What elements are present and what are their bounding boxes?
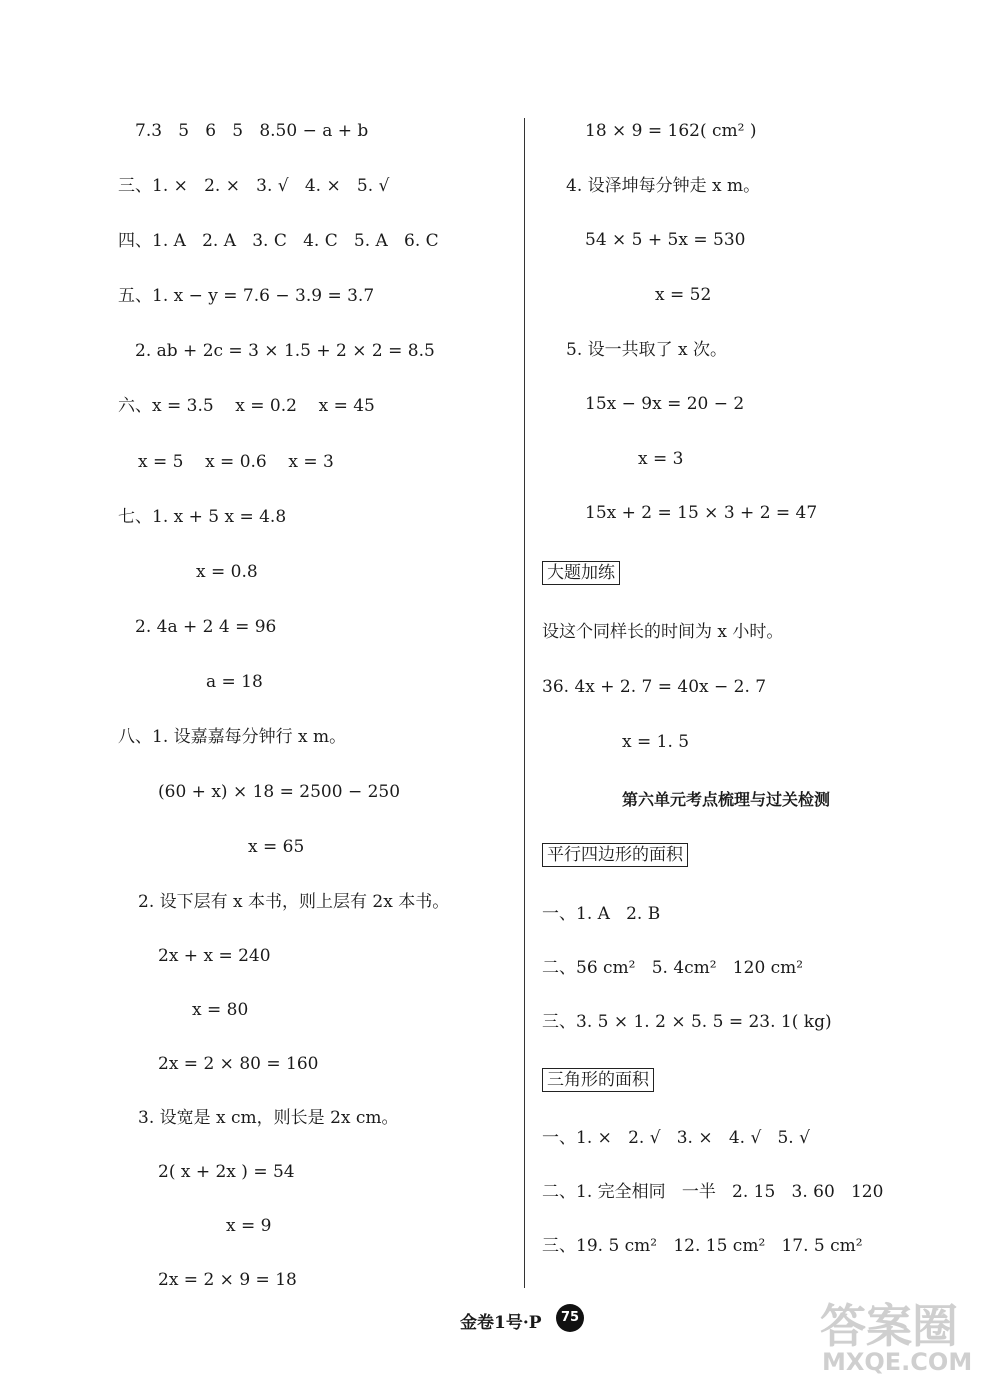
answer-line: x = 1. 5 xyxy=(622,732,690,752)
answer-line: x = 52 xyxy=(655,285,712,305)
answer-line: 5. 设一共取了 x 次。 xyxy=(566,340,728,360)
answer-line: 二、56 cm² 5. 4cm² 120 cm² xyxy=(542,958,804,978)
footer-label: 金卷1号·P xyxy=(460,1313,542,1333)
section-box-extra-practice: 大题加练 xyxy=(542,561,620,585)
answer-line: 八、1. 设嘉嘉每分钟行 x m。 xyxy=(118,727,347,747)
answer-line: 一、1. × 2. √ 3. × 4. √ 5. √ xyxy=(542,1128,810,1148)
answer-line: 18 × 9 = 162( cm² ) xyxy=(585,121,757,141)
page-number-badge: 75 xyxy=(556,1304,584,1332)
answer-line: 二、1. 完全相同 一半 2. 15 3. 60 120 xyxy=(542,1182,884,1202)
answer-line: 3. 设宽是 x cm，则长是 2x cm。 xyxy=(138,1108,399,1128)
answer-line: x = 0.8 xyxy=(196,562,258,582)
column-divider xyxy=(524,118,525,1288)
answer-line: x = 5 x = 0.6 x = 3 xyxy=(138,452,334,472)
answer-line: 2. 4a + 2 4 = 96 xyxy=(135,617,277,637)
answer-line: (60 + x) × 18 = 2500 − 250 xyxy=(158,782,401,802)
unit-heading: 第六单元考点梳理与过关检测 xyxy=(622,790,831,809)
answer-line: 4. 设泽坤每分钟走 x m。 xyxy=(566,176,761,196)
answer-line: 15x + 2 = 15 × 3 + 2 = 47 xyxy=(585,503,818,523)
answer-line: 七、1. x + 5 x = 4.8 xyxy=(118,507,287,527)
answer-line: x = 9 xyxy=(226,1216,272,1236)
answer-line: 一、1. A 2. B xyxy=(542,904,661,924)
answer-line: x = 3 xyxy=(638,449,684,469)
answer-line: 2x + x = 240 xyxy=(158,946,271,966)
answer-line: 2. ab + 2c = 3 × 1.5 + 2 × 2 = 8.5 xyxy=(135,341,435,361)
section-box-triangle: 三角形的面积 xyxy=(542,1068,654,1092)
answer-line: 2x = 2 × 9 = 18 xyxy=(158,1270,297,1290)
answer-line: 五、1. x − y = 7.6 − 3.9 = 3.7 xyxy=(118,286,375,306)
answer-line: 2x = 2 × 80 = 160 xyxy=(158,1054,319,1074)
section-box-parallelogram: 平行四边形的面积 xyxy=(542,843,688,867)
answer-line: 设这个同样长的时间为 x 小时。 xyxy=(542,622,784,642)
answer-line: 三、1. × 2. × 3. √ 4. × 5. √ xyxy=(118,176,390,196)
answer-line: x = 65 xyxy=(248,837,305,857)
answer-line: a = 18 xyxy=(206,672,263,692)
answer-line: 54 × 5 + 5x = 530 xyxy=(585,230,746,250)
answer-line: 三、19. 5 cm² 12. 15 cm² 17. 5 cm² xyxy=(542,1236,863,1256)
watermark-logo: 答案圈 xyxy=(820,1299,958,1353)
answer-line: 15x − 9x = 20 − 2 xyxy=(585,394,745,414)
answer-line: x = 80 xyxy=(192,1000,249,1020)
answer-line: 2. 设下层有 x 本书，则上层有 2x 本书。 xyxy=(138,892,450,912)
answer-line: 36. 4x + 2. 7 = 40x − 2. 7 xyxy=(542,677,767,697)
answer-line: 四、1. A 2. A 3. C 4. C 5. A 6. C xyxy=(118,231,439,251)
answer-line: 六、x = 3.5 x = 0.2 x = 45 xyxy=(118,396,375,416)
answer-line: 7.3 5 6 5 8.50 − a + b xyxy=(135,121,369,141)
watermark-site: MXQE.COM xyxy=(822,1348,973,1376)
answer-line: 三、3. 5 × 1. 2 × 5. 5 = 23. 1( kg) xyxy=(542,1012,832,1032)
answer-line: 2( x + 2x ) = 54 xyxy=(158,1162,295,1182)
